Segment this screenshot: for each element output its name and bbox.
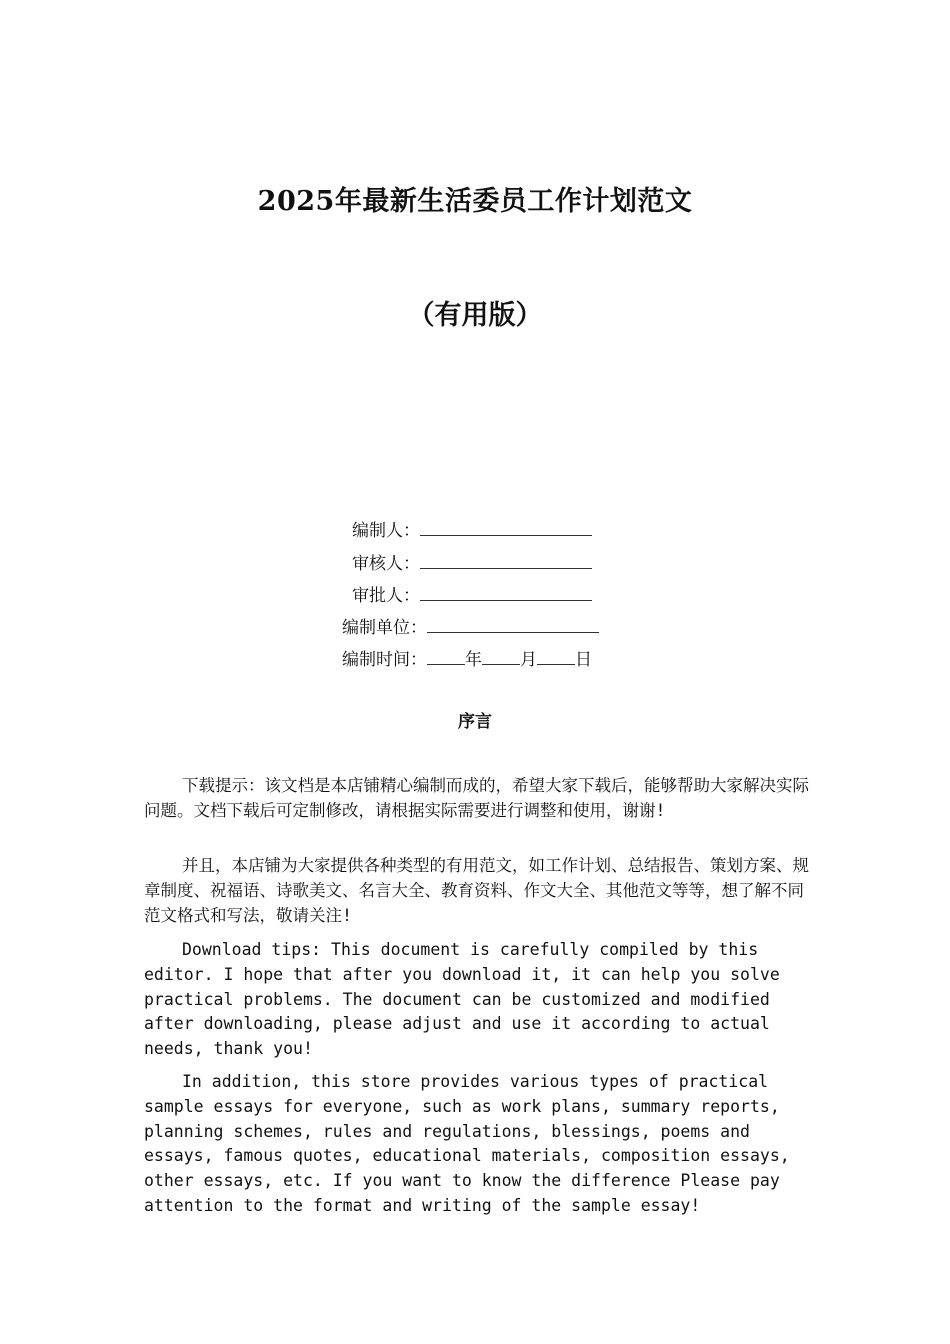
date-label: 编制时间： bbox=[342, 650, 427, 670]
day-blank bbox=[537, 642, 575, 665]
unit-label: 编制单位： bbox=[342, 618, 427, 638]
document-title: 2025年最新生活委员工作计划范文 bbox=[257, 186, 693, 217]
editor-blank bbox=[420, 513, 592, 536]
approver-row bbox=[352, 578, 592, 610]
reviewer-blank bbox=[420, 546, 592, 569]
day-label: 日 bbox=[575, 650, 592, 670]
paragraph-text: 下载提示：该文档是本店铺精心编制而成的，希望大家下载后，能够帮助大家解决实际问题。文档下载后可定制修改，请根据实际需要进行调整和使用，谢谢! bbox=[144, 776, 809, 820]
year-label: 年 bbox=[465, 650, 482, 670]
date-row bbox=[342, 642, 592, 674]
preface-heading: 序言 bbox=[458, 712, 492, 732]
preface-paragraph-1 bbox=[144, 774, 812, 824]
reviewer-label: 审核人： bbox=[352, 554, 420, 574]
preface-paragraph-4 bbox=[144, 1070, 812, 1219]
reviewer-row bbox=[352, 546, 592, 578]
paragraph-text: Download tips: This document is carefully compiled by this editor. I hope that after you download it, it can help you solve practical problems. The document can be customized and modified after downloading, please adjust and use it according to actual needs, thank you! bbox=[144, 940, 780, 1059]
month-blank bbox=[482, 642, 520, 665]
editor-row bbox=[352, 513, 592, 545]
paragraph-text: 并且，本店铺为大家提供各种类型的有用范文，如工作计划、总结报告、策划方案、规章制度、祝福语、诗歌美文、名言大全、教育资料、作文大全、其他范文等等，想了解不同范文格式和写法，敬请关注! bbox=[144, 856, 809, 925]
unit-row bbox=[342, 610, 599, 642]
preface-paragraph-2 bbox=[144, 854, 812, 928]
approver-label: 审批人： bbox=[352, 586, 420, 606]
document-subtitle: （有用版） bbox=[407, 300, 543, 331]
preface-paragraph-3 bbox=[144, 938, 812, 1062]
year-blank bbox=[427, 642, 465, 665]
month-label: 月 bbox=[520, 650, 537, 670]
unit-blank bbox=[427, 610, 599, 633]
paragraph-text: In addition, this store provides various types of practical sample essays for everyone, such as work plans, summary reports, planning schemes, rules and regulations, blessings, poems and essays, famous quotes, educational materials, composition essays, other essays, etc. If you want to know the difference Please pay attention to the format and writing of the sample essay! bbox=[144, 1072, 790, 1215]
editor-label: 编制人： bbox=[352, 521, 420, 541]
approver-blank bbox=[420, 578, 592, 601]
